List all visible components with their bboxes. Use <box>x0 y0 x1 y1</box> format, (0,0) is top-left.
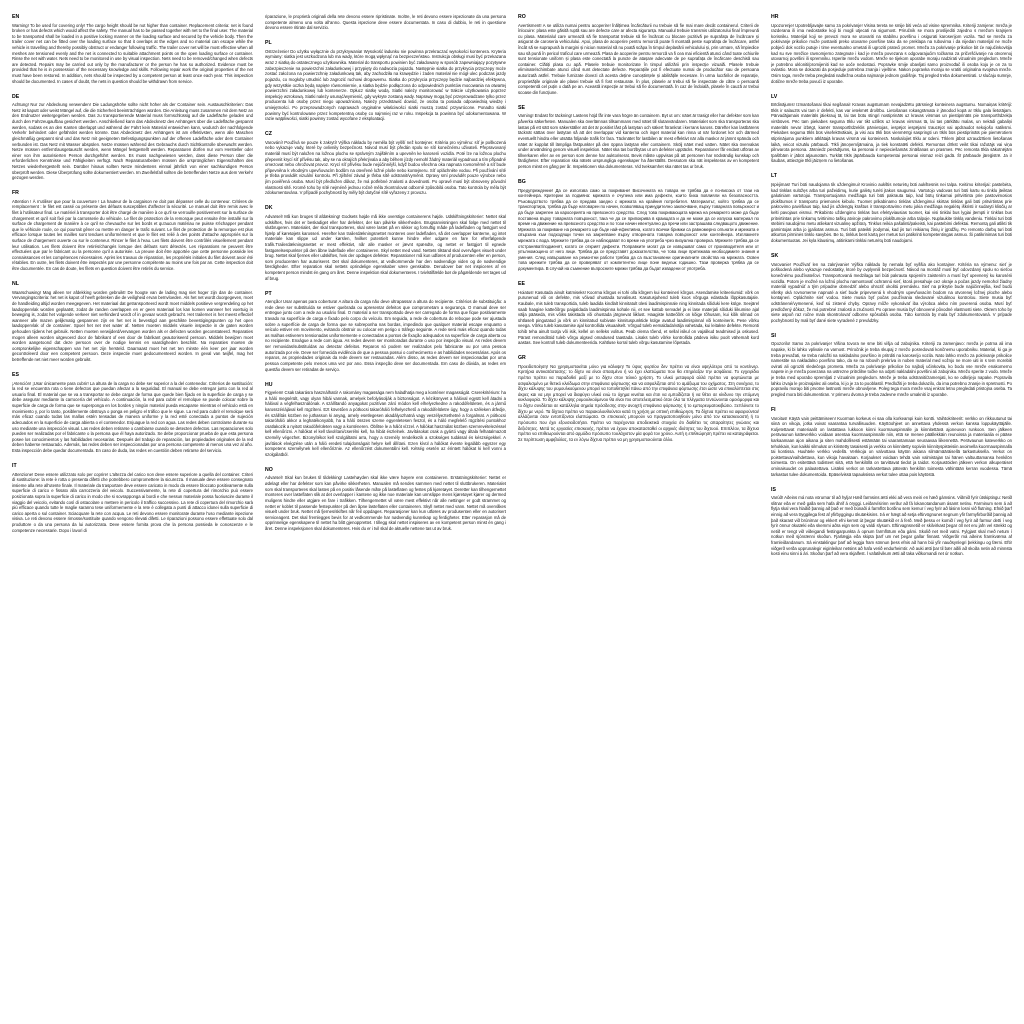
lang-label-es: ES <box>12 372 19 379</box>
lang-label-gr: GR <box>518 355 526 362</box>
lang-section-si <box>771 333 1012 400</box>
lang-label-ro: RO <box>518 14 526 20</box>
lang-section-sk <box>771 253 1012 326</box>
lang-label-fi: FI <box>771 406 776 413</box>
lang-section-ro <box>518 14 759 98</box>
lang-section-dk <box>265 205 506 283</box>
lang-label-hu: HU <box>265 381 273 388</box>
lang-text-hr: Upozorenje! Upotrebljavajte samo za pokrivanje! Visina tereta ne smije biti veća od visine spremnika. Kriteriji zamjene: mreža je razderana ili ima nedostatke koji bi mogli utjecati na sigurnost. Priručnik se mora proslijediti zajedno s mrežom krajnjem korisniku. Materijal koji se prevozi mora se utovariti na stabilnu površinu i osigurati karoserijom vozila. Tad se mreža za pokrivanje prikolice može postaviti preko utovarne površine tako da se preklapa na rubovima i da nijedan materijal ne može pobjeći dok vozilo putuje i time eventualno ometati ili ugroziti prateći promet. Mreža za pokrivanje prikolice bit će najučinkovitija kad su sve mrežice ravnomjerno zategnute i kad je mreža povezana s odgovarajućim točkama za pričvršćivanje na otvorenoj utovarnoj površini ili spremniku. Isperite mrežu vodom. Mreže se tijekom uporabe moraju nadzirati vizualnim pregledom. Mreže je potrebno ukloniti/promijeniti kad se uoče nedostaci. Popravke smije obavljati samo proizvođač ili osoba koju je on za to ovlastio. Mora se dokazati da posjeduje potrebna znanja i vještine. Nakon popravka moraju se vratiti originalna svojstva mreže. Osim toga, mreže treba pregledati nadležna osoba najmanje jednom godišnje. Taj pregled treba dokumentirati. U slučaju sumnje, dotične mreže treba povući iz uporabe. <box>771 22 1012 84</box>
column-4 <box>771 14 1012 1014</box>
lang-text-es: ¡Atención! ¡Usar únicamente para cubrir! La altura de la carga no debe ser superior a la del contenedor. Criterios de sustitución: la red se encuentra rota o tiene defectos que puedan afectar a la seguridad. El manual se debe entregar junto con la red al usuario final. El material que se va a transportar se debe cargar de forma que quede bien fijado en la superficie de carga y se debe asegurar mediante la carrocería del vehículo. A continuación, la red para cubrir el remolque se puede colocar sobre la superficie de carga de forma que se superponga en los bordes y ningún material pueda escaparse mientras el vehículo está en movimiento y, por lo tanto, posiblemente obstruya o ponga en peligro el tráfico que le sigue. La red para cubrir el remolque será más eficaz cuando todas las mallas estén tensadas de manera uniforme y la red esté conectada a puntos de sujeción adecuados en la superficie de carga abierta o el contenedor. Enjuague la red con agua. Las redes deben controlarse durante su uso mediante una inspección visual. Las redes deben retirarse o cambiarse cuando se detecten defectos. Las reparaciones solo pueden ser realizadas por el fabricante o la persona que él haya autorizado. Se debe proporcionar prueba de que esta persona posee los conocimientos y las habilidades necesarias. Después del trabajo de reparación, las propiedades originales de la red deben haberse restaurado. Además, las redes deben ser inspeccionadas por una persona competente al menos una vez al año. Esta inspección debe quedar documentada. En caso de duda, las redes en cuestión deben retirarse del servicio. <box>12 380 253 453</box>
lang-section-fi <box>771 407 1012 480</box>
lang-section-fr <box>12 190 253 274</box>
lang-text-sk: Varovanie! Používať len na zakrývanie! Výška nákladu by nemala byť vyššia ako kontajner. Kritéria na výmenu: sieť je poškodená alebo vykazuje nedostatky, ktoré by ovplyvnili bezpečnosť. Návod na montáž musí byť odovzdaný spolu so sieťou konečnému používateľovi. Transportovaná medzilaga turi búti pakrauta spojením zaistením a musí byť upevnený ku karosérii vozidla. Potom je možné na ložnú plochu namontovať ochrannú sieť, ktorá presahuje cez okraje a počas jazdy nemohol žiadny materiál vypadnúť a tým prípadne obmedziť alebo ohroziť okolitú premávku. Sieť na prikrytie bude najúčinnejšia, keď budú všetky oká rovnomerne napnuté a sieť bude pripevnená k vhodným upevňovacím bodom na otvorenej ložnej ploche alebo kontajneri. Opláchnite sieť vodou. Siete musia byť počas používania sledované vizuálnou kontrolou. Siete musia byť odstránené/vymenené, keď sú zistené chyby. Opravy môže vykonávať iba výrobca alebo ním poverená osoba. Musí byť predložený dôkaz, že má potrebné znalosti a zručnosti. Po oprave musia byť obnovené pôvodné vlastnosti siete. Okrem toho by siete aspoň raz ročne mala skontrolovať odborne spôsobilá osoba. Táto kontrola by mala byť zdokumentovaná. V prípade pochybností by mali byť dané siete vyradené z prevádzky. <box>771 261 1012 323</box>
lang-text-it: Attenzione! Deve essere utilizzato solo per coprire! L'altezza del carico non deve essere superiore a quella del container. Criteri di sostituzione: la rete è rotta o presenta difetti che potrebbero compromettere la sicurezza. Il manuale deve essere consegnato insieme alla rete all'utente finale. Il materiale da trasportare deve essere caricato in modo da essere bloccato positivamente sulla superficie di carico e fissato alla carrozzeria del veicolo. Successivamente, la rete di copertura del rimorchio può essere posizionata sopra la superficie di carico in modo che si sovrapponga ai bordi e che nessun materiale possa fuoriuscire durante il viaggio del veicolo, evitando così di ostacolare o mettere in pericolo il traffico successivo. La rete di copertura del rimorchio sarà più efficace quando tutte le maglie saranno tese uniformemente e la rete è collegata a punti di attacco idonei sulla superficie di carico aperta o sul container. Sciacquare la rete con acqua. Le reti devono essere monitorate durante l'uso mediante ispezione visiva. Le reti devono essere rimosse/sostituite quando vengono rilevati difetti. Le riparazioni possono essere effettuate solo dal produttore o da una persona da lui autorizzata. Deve essere fornita prova che la persona possieda le conoscenze e le competenze necessarie. Dopo i lavori di <box>12 471 253 533</box>
lang-text-se: Varning! Endast för täckning! Lastens höjd får inte vara högre än containern. Byt ut om: nätet är trasigt eller har defekter som kan påverka säkerheten. Manualen ska överlämnas tillsammans med nätet till slutanvändaren. Materialet som ska transporteras ska lastas på ett sätt som säkerställer att det är positivt låst på lastytan och säkert förankrat i kerrans kaross. Därefter kan lastbärens täcknät sättas över lastytan så att det överlappar vid kanterna och inget material kan rinna ut när fordonet kör och därmed eventuellt hindra eller utsätta följande trafik för fara. Täcknätet för lastbilen är mest effektivt när alla maskor är jämnt spända och nätet är kopplat till lämpliga fästpunkter på den öppna lastytan eller containern. Skölj nätet med vatten. Nätet ska övervakas under användning genom visuell inspektion. Nätet ska tas bort/bytas ut om defekter upptäcks. Reparationer får endast utföras av tillverkaren eller av en person som denne har auktoriserat. Bevis måste uppvisas på att personen har nödvändig kunskap och färdigheter. Efter reparation ska nätets ursprungliga egenskaper ha återställts. Dessutom ska nät inspekteras av en kompetent person minst en gång per år. Inspektionen ska dokumenteras. Vid tveksamhet ska nätet tas ur bruk. <box>518 113 759 169</box>
lang-label-pt: PT <box>265 290 272 297</box>
lang-label-lt: LT <box>771 173 777 180</box>
lang-label-is: IS <box>771 486 776 493</box>
lang-text-fr: Attention ! À n'utiliser que pour la couverture ! La hauteur de la cargaison ne doit pas dépasser celle du conteneur. Critères de remplacement : le filet est cassé ou présente des défauts susceptibles d'affecter la sécurité. Le manuel doit être remis avec le filet à l'utilisateur final. Le matériel à transporter doit être chargé de manière à ce qu'il se verrouille positivement sur la surface de chargement et qu'il soit fixé par la carrosserie du véhicule. Le filet de protection de la remorque peut ensuite être installé sur la surface de chargement de manière à ce qu'il se chevauche sur les bords et qu'aucun matériau ne puisse s'échapper pendant que le véhicule roule, ce qui pourrait gêner ou mettre en danger le trafic suivant. Le filet de protection de la remorque est plus efficace lorsque toutes les mailles sont tendues uniformément et que le filet est relié à des points d'attache appropriés sur la surface de chargement ouverte ou sur le conteneur. Rincer le filet à l'eau. Les filets doivent être contrôlés visuellement pendant leur utilisation. Les filets doivent être retirés/changés lorsque des défauts sont détectés. Les réparations ne peuvent être effectuées que par le fabricant ou la personne qu'il a autorisée. La preuve doit être apportée que cette personne possède les connaissances et les compétences nécessaires. Après les travaux de réparation, les propriétés initiales du filet doivent avoir été rétablies. En outre, les filets doivent être inspectés par une personne compétente au moins une fois par an. Cette inspection doit être documentée. En cas de doute, les filets en question doivent être retirés du service. <box>12 198 253 272</box>
lang-text-bg: Предупреждение! Да се използва само за покриване! Височината на товара не трябва да е по-висока от тази на контейнера. Критерии за подмяна: мрежата е счупена или има дефекти, които биха повлияли на безопасността. Ръководството трябва да се предава заедно с мрежата на крайния потребител. Материалът, който трябва да се транспортира, трябва да бъде натоварен по начин, позволяващ принудително заключване, върху товарната повърхност и да бъде закрепен за каросерията на превозното средство. След това покривающата мрежа на ремаркето може да бъде поставена върху товарната повърхност, така че да се припокрива в краищата и да не може да се изпуска материал по време на движение на превозното средство и по този начин евентуално да пречи или застрашава следващото движение. Мрежата за покриване на ремаркето ще бъде най-ефективна, когато всички бримки са равномерно опънати и мрежата е свързана към подходящи точки на закрепване върху отворената товарна повърхност или контейнера. Изплакнете мрежата с вода. Мрежите трябва да се наблюдават по време на употреба чрез визуална проверка. Мрежите трябва да се отстраняват/подменят, когато се открият дефекти. Поправките могат да се извършват само от производителя или от упълномощено от него лице. Трябва да се представят доказателства, че това лице притежава необходимите знания и умения. След извършване на ремонтни работи трябва да са възстановени оригиналните свойства на мрежата. Освен това мрежите трябва да се проверяват от компетентно лице поне веднъж годишно. Тази проверка трябва да се документира. В случай на съмнение въпросните мрежи трябва да бъдат извадени от употреба. <box>518 187 759 272</box>
lang-section-bg <box>518 179 759 274</box>
lang-section-pt <box>265 291 506 375</box>
column-3 <box>518 14 759 1014</box>
column-1 <box>12 14 253 1014</box>
lang-section-lv <box>771 94 1012 167</box>
lang-section-cz <box>265 131 506 198</box>
lang-section-de <box>12 94 253 184</box>
lang-label-si: SI <box>771 332 776 339</box>
lang-label-no: NO <box>265 466 273 473</box>
lang-text-no: Advarsel! Skal kun brukes til tildekking! Lastehøyden skal ikke være høyere enn containeren. Erstatningskriterier: Nettet er ødelagt eller har defekter som kan påvirke sikkerheten. Manualen må sendes sammen med nettet til sluttbrukeren. Materialet som skal transporteres skal lastes på en positiv låsende måte på lasteflaten og festes på kjøretøyet. Deretter kan tilhengernettet monteres over lasteflaten slik at det overlapper i kantene og ikke noe materiale kan unnslippe mens kjøretøyet kjører og dermed muligens hindre eller utgjøre en fare i trafikken. Tilhengernettet vil være mest effektivt når alle nettinger er godt strammet og nettet er koblet til passende festepunkter på den åpne lasteflaten eller containeren. Skyll nettet med vann. Nettet må overvåkes visuelt under bruk. Nettet må fjernes/skiftes når feil oppdages. Reparasjoner kan kun utføres av produsenten eller en autorisert serviceagent. Det skal fremlegges bevis for at vedkommende har nødvendig kunnskap og ferdigheter. Etter reparasjon må de opprinnelige egenskapene til nettet ha blitt gjenopprettet. I tillegg skal nettet inspiseres av en kompetent person minst én gang i året. Denne inspeksjonen skal dokumenteres. Hvis du er i tvil skal de aktuelle nettene tas ut av bruk. <box>265 475 506 531</box>
lang-label-de: DE <box>12 93 20 100</box>
lang-text-cz: Varování! Používá se pouze k zakrytí! Výška nákladu by neměla být vyšší než kontejner. Kritéria pro výměnu: síť je poškozená nebo vykazuje vady, které by ovlivnily bezpečnost. Návod musí být předán spolu se sítí konečnému uživateli. Přepravovaný materiál musí být naložen na ložnou plochu se správným zajištěním a upevněn ke karoserii vozidla. Poté lze na ložnou plochu přepevnit krycí síť přívěsu tak, aby se na okrajích překrývala a aby během jízdy nemohl žádný materiál vypadnout a tím případně omezovat nebo ohrožovat provoz. Krycí síť přívěsu bude nejúčinnější, když budou všechna oka napnuta rovnoměrně a síť bude připevněna k vhodným upevňovacím bodům na otevřené ložné ploše nebo kontejneru. Síť opláchněte vodou. Při používání sítě je třeba provádět vizuální kontrolu. Při zjištění závad je třeba sítě odstranit/vyměnit. Opravy smí provádět pouze výrobce nebo jím pověřená osoba. Musí být předložen důkaz, že má potřebné znalosti a dovednosti. Po opravě musí být obnoveny původní vlastnosti sítě. Kromě toho by sítě nejméně jednou ročně měla zkontrolovat odborně způsobilá osoba. Tato kontrola by měla být zdokumentována. V případě pochybností by měly být dotyčné sítě vyřazeny z provozu. <box>265 139 506 196</box>
lang-text-en: Warning! To be used for covering only! The cargo height should be not higher than container. Replacement criteria: net is found broken or has defects which would affect the safety. The manual has to be passed together with net to the final user. The material to be transported shall be loaded in a positive locking manner on the loading surface and secured by the vehicle body. Then the trailer cover net can be fitted over the loading surface so that it overlaps at the edges and no material can escape while the vehicle is travelling and thereby possibly obstruct or endanger following traffic. The trailer cover net will be most effective when all meshes are tensioned evenly and the net is connected to suitable attachment points on the open loading surface or container. Rinse the net with water. Nets need to be monitored in use by visual inspection. Nets need to be removed/changed when defects are detected. Repairs may be carried out only by the manufacturer or the person he has so authorized. Evidence must be provided that he is in possession of the necessary knowledge and skills. Following repair work the original properties of the net must have been restored. In addition, nets should be inspected by a competent person at least once each year. This inspection should be documented. In cases of doubt, the nets in question should be withdrawn from service. <box>12 22 253 84</box>
lang-label-hr: HR <box>771 14 779 20</box>
lang-section-ee <box>518 281 759 348</box>
lang-text-pt: Atenção! Usar apenas para cobertura! A altura da carga não deve ultrapassar a altura do recipiente. Critérios de substituição: a rede deve ser substituída se estiver quebrada ou apresentar defeitos que comprometam a segurança. O manual deve ser entregue junto com a rede ao usuário final. O material a ser transportado deve ser carregado de forma que fique positivamente travado na superfície de carga e fixado pelo corpo do veículo. Em seguida, a rede de cobertura do reboque pode ser ajustada sobre a superfície de carga de forma que se sobreponha nas bordas, impedindo que qualquer material escape enquanto o veículo estiver em movimento, evitando obstruir ou colocar em perigo o tráfego seguinte. A rede será mais eficaz quando todas as malhas estiverem tensionadas uniformemente e conectadas a pontos de fixação adequados na superfície de carga aberta ou no recipiente. Enxágue a rede com água. As redes devem ser monitoradas durante o uso por inspeção visual. As redes devem ser removidas/substituídas ao detectar defeitos. Reparos só podem ser realizados pelo fabricante ou por uma pessoa autorizada por ele. Deve ser fornecida evidência de que a pessoa possui o conhecimento e as habilidades necessárias. Após os reparos, as propriedades originais da rede devem ser restauradas. Além disso, as redes devem ser inspecionadas por uma pessoa competente pelo menos uma vez por ano. Essa inspeção deve ser documentada. Em caso de dúvida, as redes em questão devem ser retiradas de serviço. <box>265 299 506 372</box>
lang-text-is: Varúð! Aðeins má nota vörurnar til að hylja! Hæð farmsins ætti ekki að vera meiri en hæð gámsins. Viðmið fyrir útskiptingu: Netið slitnar eða er með galla sem hafa áhrif á öryggi. Leiðarvísirinn verður að fá lokanotandanum ásamt netinu. Farminum sem á að flytja skal vera hlaðið þannig að það er með búnaði á farmflöt borðinu sem kemur í veg fyrir að lásinn losni við flutning. Efnið þarf einnig að vera tryggilega fest af yfirbyggingu ökutækisins. Þá er hægt að setja eftirvögnunet segnum yfir farmyfirborðið þannig að það skarast við brúnirnar og ekkert efni kemst út þegar ökutækið er á ferð. Með þessu er komið í veg fyrir að farmur detti í veg fyrir önnur ökutæki eða skemmi aðra eign sem og valdi slysum. Eftirvagnsnetið er skilvirkast þegar öll net eru jafn vel strekkt og netið er tengt við viðeigandi festingarpunkta á opnum farmflötum eða gámi. Skolið net með vatni. Fylgjast skal með netum í notkun með sjónrænni skoðun. Fjarlægja eða skipta þarf um net þegar gallar finnast. Viðgerðir má aðeins framkvæma af framleiðandanum. Sá einstaklingur þarf að leggja fram sönnun þess efnis að hann búi yfir nauðsynlegri þekkingu og færni. Eftir viðgerð verða upprunalegir eiginleikar netsins að hafa verið endurheimtir. Að auki ætti þar til bær aðili að skoða netin að minnsta kosti einu sinni á ári. Skoðun þarf að vera skjalfest. Í vafatilvikum ætti að taka viðkomandi net úr notkun. <box>771 495 1012 557</box>
lang-label-dk: DK <box>265 205 273 212</box>
lang-text-hu: Figyelem! Csak takarásra használható! A rakomány magassága nem haladhatja meg a konténer magasságát. Cserekritérium: ha a háló megsérült, vagy olyan hibái vannak, amelyek befolyásolják a biztonságot. A kézikönyvet a hálóval együtt kell átadni a hálóval a végfelhasználónak. A szállítandó anyagokat pozitívan záró módon kell elhelyezkedne a rakodófelületen, és a jármű karosszériájával kell rögzíteni. Ezt követően a pótkocsi takaróháló felhelyezhető a rakodófelületre úgy, hogy a széleken átfedje, és szállítás közben ne juthasson ki anyag, amely esetlegesen akadályozhatná vagy veszélyeztethetné a forgalmat. A pótkocsi takaróháló akkor a leghatékonyabb, ha a háló összes szeme egyenletesen feszül, és a háló megfelelő rögzítési pontokhoz csatlakozik a nyitott rakodófelületen vagy a konténeren. Öblítse le a hálót vízzel. A hálókat használat közben szemrevételezéssel kell ellenőrizni. A hálókat el kell távolítani/cserélni kell, ha hibát észlelnek. Javításokat csak a gyártó vagy általa felhatalmazott személy végezhet. Bizonyítékot kell szolgáltatni arra, hogy a személy rendelkezik a szükséges tudással és készségekkel. A javítások elvégzése után a háló eredeti tulajdonságait helyre kell állítani. Ezen kívül a hálókat évente legalább egyszer egy kompetens személynek kell ellenőriznie. Az ellenőrzést dokumentálni kell. Kétség esetén az érintett hálókat ki kell vonni a szolgálatból. <box>265 390 506 457</box>
lang-label-nl: NL <box>12 281 19 288</box>
lang-text-lv: Brīdinājums! Izmantošanai tikai segšanai! Kravas augstumam nevajadzētu pārsniegt konteinera augstumu. Nomaiņas kritēriji: tīkls ir salauzts vai tam ir defekti, kas var ietekmēt drošību. Lietošanas rokasgrāmata ir jānodod kopā ar tīklu gala lietotājam. Pārvadājamais materiāls jāiekrauj tā, lai tas būtu stingri nostiprināts uz kravas virsmas un piestiprināts pie transportlīdzekļa virsbūves. Pēc tam piekabes seguma tīklu var tikt uzlikts uz kravas virsmas tā, lai tas pārklātu malas, un nekādi gabaliņi materiāls nevar izbēgt, kamēr transportlīdzeklis pārvietojas, iespējot iespējami traucējot vai apdraudot sekojošo satiksmi. Piekabes seguma tīkls būs visefektīvākais, ja visi acu tīkli būs vienmērīgi saspringti un tīkls būs piestiprināts pie piemērotiem stiprinājuma punktiem atklātajā kravas virsmā vai konteinerā. Noskalojiet tīklu ar ūdeni. Tīklem jābūt uzraudzītiem lietošanas laikā, veicot vizuālu pārbaudi. Tīkli jānoņem/jāmaina, ja tiek konstatēti defekti. Remontus drīkst veikt tikai ražotājs vai viņa pilnvarota persona. Jāsniedz pierādījums, ka personai ir nepieciešamās zināšanas un prasmes. Pēc remonta tīkla sākotnējām īpašībām ir jābūt atjaunotām. Turklāt tīkls jāpārbauda kompetentai personai vismaz reizi gadā. Šī pārbaude jāreģistrē. Ja ir šaubas, attiecīgie tīkli jāizņem no lietošanas. <box>771 102 1012 164</box>
lang-text-de: Achtung! Nur zur Abdeckung verwenden! Die Ladungshöhe sollte nicht höher als der Container sein. Austauschkriterien: Das Netz ist kaputt oder weist Mängel auf, die die Sicherheit beeinträchtigen würden. Die Anleitung muss zusammen mit dem Netz an den Endnutzer weitergegeben werden. Das zu transportierende Material muss formschlüssig auf die Ladefläche geladen und durch den Fahrzeugaufbau gesichert werden. Anschließend kann das Abdecknetz des Anhängers über die Ladefläche gespannt werden, sodass es an den Kanten überlappt und während der Fahrt kein Material entweichen kann, wodurch der nachfolgende Verkehr behindert oder gefährdet werden könnte. Das Abdecknetz des Anhängers ist am effektivsten, wenn alle Maschen gleichmäßig gespannt sind und das Netz mit geeigneten Befestigungspunkten auf der offenen Ladefläche oder dem Container verbunden ist. Das Netz mit Wasser abspülen. Netze müssen während des Gebrauchs durch Sichtkontrolle überwacht werden. Netze müssen entfernt/ausgetauscht werden, wenn Mängel festgestellt werden. Reparaturen dürfen nur vom Hersteller oder einer von ihm autorisierten Person durchgeführt werden. Es muss nachgewiesen werden, dass diese Person über die erforderlichen Kenntnisse und Fähigkeiten verfügt. Nach Reparaturarbeiten müssen die ursprünglichen Eigenschaften des Netzes wiederhergestellt sein. Darüber hinaus sollten Netze mindestens einmal jährlich von einer sachkundigen Person überprüft werden. Diese Überprüfung sollte dokumentiert werden. Im Zweifelsfall sollten die betreffenden Netze aus dem Verkehr gezogen werden. <box>12 102 253 181</box>
lang-text-nl: Waarschuwing! Mag alleen ter afdekking worden gebruikt! De hoogte van de lading mag niet hoger zijn dan de container. Vervangingscriteria: het net is kapot of heeft gebreken die de veiligheid ervan beïnvloeden. Als het net wordt doorgegeven, moet de handleiding altijd worden meegegeven. Het materiaal dat getransporteerd wordt moet middels positieve vergrendeling op het laadoppervlak worden geplaatst, zodat de randen overlappen en er geen materiaal los kan komen wanneer het voertuig in beweging is, zodat het volgende verkeer niet verhinderd wordt of in gevaar wordt gebracht. Het trailernet is het meest effectief wanneer alle mazen gelijkmatig gespannen zijn en het net is bevestigd aan geschikte bevestigingspunten op het open laadoppervlak of de container. Spoel het net met water af. Netten moeten middels visuele inspectie in de gaten worden gehouden tijdens het gebruik. Netten moeten verwijderd/vervangen worden als er defecten worden geconstateerd. Reparaties mogen alleen worden uitgevoerd door de fabrikant of een door de fabrikant geautoriseerd persoon. Middels bewijzen moet worden aangetoond dat deze persoon over de nodige kennis en vaardigheden beschikt. Na reparaties moeten de oorspronkelijke eigenschappen van het net zijn hersteld. Daarnaast moet het net ten minste één keer per jaar worden gecontroleerd door een competent persoon. Deze inspectie moet gedocumenteerd worden. In geval van twijfel, mag het betreffende net niet meer worden gebruikt. <box>12 289 253 363</box>
lang-text-fi: Varoitus! Käytä vain peittämiseen! Kuorman korkeus ei saa olla korkeampi kuin kontti. Vaihtokriteerit: verkko on rikkoutunut tai siinä on vikoja, jotka voivat vaarantaa turvallisuuden. Käyttöohjeet on annettava yhdessä verkon kanssa loppukäyttäjälle. Kuljetettavat materiaalit on lastattava lukkoon kiinni kuormauspinnalle ja kiinnitettävä ajoneuvon runkoon. Sen jälkeen perävaunun katteverkko voidaan asentaa kuormauspinnalle niin, että se menee päällekkäin reunoissa ja materiaalia ei pääse karkaamaan ajon aikana ja siten mahdollisesti estämään tai vaarantamaan seuraavaa liikennettä. Perävaunun kateverkko on tehokkain, kun kaikki silmukat on kiristetty tasaisesti ja verkko on kiinnitetty sopiviin kiinnityspisteisiin avoimella kuormauspinnalla tai kontissa. Huuhtele verkko vedellä. Verkkoja on valvottava käytön aikana silmämääräisellä tarkastuksella. Verkot on poistettava/vaihdettava, kun vikoja havaitaan. Korjaukset voidaan tehdä vain valmistajan tai hänen valtuuttamansa henkilön toimesta. On esitettävä todisteet siitä, että henkilöllä on tarvittavat tiedot ja taidot. Korjaustöiden jälkeen verkon alkuperäiset ominaisuudet on palautettava. Lisäksi verkot on tarkastettava pätevän henkilön toimesta vähintään kerran vuodessa. Tämä tarkastus tulee dokumentoida. Epäselvissä tapauksissa verkot tulee ottaa pois käytöstä. <box>771 415 1012 477</box>
lang-label-ee: EE <box>518 281 525 288</box>
lang-section-hr <box>771 14 1012 87</box>
lang-section-pl <box>265 40 506 124</box>
lang-label-se: SE <box>518 104 525 111</box>
lang-label-fr: FR <box>12 190 19 197</box>
lang-section-is <box>771 487 1012 560</box>
lang-label-bg: BG <box>518 179 526 186</box>
lang-section-hu <box>265 382 506 460</box>
columns-container <box>12 14 1012 1014</box>
lang-text-it-continued: riparazione, le proprietà originali della rete devono essere ripristinate. Inoltre, le reti devono essere ispezionate da una persona competente almeno una volta all'anno. Questa ispezione deve essere documentata. In caso di dubbio, le reti in questione devono essere ritirate dal servizio. <box>265 14 506 31</box>
lang-section-en <box>12 14 253 87</box>
lang-text-si: Opozorilo! Samo za pokrivanje! Višina tovora ne sme biti višja od zabojnika. Kriteriji za zamenjavo: mreža je potrna ali ima napake, ki bi lahko vplivale na varnost. Priročnik je treba skupaj z mrežo posredovati končnemu uporabniku. Material, ki ga je treba prevažati, se treba naložiti na nakladalno površino in pritrditi na karoserijo vozila. Nato lahko mrežo za pokrivanje prikolice namestite na nakladalno površino tako, da se na robovih prekriva in noben material med vožnjo ne more uiti in s tem morebiti ovirati ali ogroziti sledečega prometa. Mreža za pokrivanje prikolice bo najbolj učinkovita, ko bodo vse mreže enakomerno napete in je mreža povezana na ustrezne pritrdilne točke na odprti nakladalni površini ali zabojniku. Mrežo sperite z vodo. Mreže je treba med uporabo spremljati z vizualnim pregledom. Mreže je treba odstraniti/zamenjati, ko se odkrijejo napake. Popravila lahko izvaja le proizvajalec ali oseba, ki jo je za to pooblastil. Predložiti je treba dokazilo, da ima potrebno znanje in spretnosti. Po popravilu morajo biti prvotne lastnosti mreže obnovljene. Poleg tega mora mreže vsaj enkrat letno pregledati pristojna oseba. Ta pregled mora biti dokumentiran. V primeru dvoma je treba zadevne mreže umakniti iz uporabe. <box>771 341 1012 397</box>
lang-section-gr <box>518 355 759 445</box>
lang-label-it: IT <box>12 463 17 470</box>
lang-text-dk: Advarsel! Må kun bruges til afdækning! Godsets højde må ikke overstige containerens højde. Udskiftningskriterier: Nettet skal udskiftes, hvis det er beskadiget eller har defekter, der kan påvirke sikkerheden. Brugsanvisningen skal følge med nettet til slutbrugeren. Materialet, der skal transporteres, skal være lastet på en sikker og fornuftig måde på ladefladen og fastgjort ved hjælp af køretøjets karosseri. Herefter kan trailerdækningsnettet monteres over ladefladen, så det overlapper kanterne, og intet materiale kan slippe ud under kørslen, hvilket potentielt kunne hindre eller udgøre en fare for efterfølgende trafik.Trailerdækningsnettet er mest effektivt, når alle masker er jævnt spændte, og nettet er fastgjort til egnede fastgørelsespunkter på den åbne ladeflade eller containeren. Skyl nettet med vand. Nettets tilstand skal overvåges visuelt under brug. Nettet skal fjernes eller udskiftes, hvis der opdages defekter. Reparationer må kun udføres af producenten eller en person, som producenten har autoriseret. Det skal dokumenteres, at vedkommende har den nødvendige viden og de nødvendige færdigheder. Efter reparation skal nettets oprindelige egenskaber være genskabte. Derudover bør net inspiceres af en kompetent person mindst én gang om året. Denne inspektion skal dokumenteres. I tvivlstilfælde bør de pågældende net tages ud af brug. <box>265 213 506 281</box>
lang-label-pl: PL <box>265 40 272 47</box>
lang-text-pl: Ostrzeżenie! Do użytku wyłącznie do przykrywania! Wysokość ładunku nie powinna przekraczać wysokości kontenera. Kryteria wymiany: siatka jest uszkodzona lub ma wady, które mogą wpłynąć na bezpieczeństwo. Instrukcja obsługi musi być przekazana wraz z siatką do ostatecznego użytkownika. Materiał do transportu powinien być załadowany w sposób zapewniający pozytywne zabezpieczenie na powierzchni załadunkowej i przypięty do nadwozia pojazdu. Następnie siatka do przykrycia przyczepy może zostać założona na powierzchnię załadunkową tak, aby zachodziła na krawędzie i żaden materiał nie mógł ulec podczas jazdy pojazdu, co mogłoby utrudnić lub zagrozić ruchowi drogowemu. Siatka do przykrycia przyczepy będzie najbardziej efektywna, gdy wszystkie oczka będą napięte równomiernie, a siatka będzie podłączona do odpowiednich punktów mocowania na otwartej powierzchni załadunkowej lub kontenerze. Opłucz siatkę wodą. Siatki należy monitorować w trakcie użytkowania poprzez inspekcję wzrokową. Siatki należy usunąć/wymienić, gdy wykryte zostaną wady. Naprawy mogą być przeprowadzane tylko przez producenta lub osobę przez niego upoważnioną. Należy przedstawić dowód, że osoba ta posiada odpowiednią wiedzę i umiejętności. Po przeprowadzonych naprawach oryginalne właściwości siatki muszą zostać przywrócone. Ponadto siatki powinny być kontrolowane przez kompetentną osobę co najmniej raz w roku. Inspekcja ta powinna być udokumentowana. W razie wątpliwości, siatki powinny zostać wycofane z eksploatacji. <box>265 48 506 122</box>
lang-section-es <box>12 372 253 456</box>
lang-text-ro: Avertisment! A se utiliza numai pentru acoperire! Înălțimea încărcăturii nu trebuie să fie mai mare decât containerul. Criterii de înlocuire: plasa este găsită ruptă sau are defecte care ar afecta siguranța. Manualul trebuie transmis utilizatorului final împreună cu plasa. Materialul care urmează să fie transportat trebuie să fie încărcat cu blocare pozitivă pe suprafața de încărcare și asigurat de caroseria vehiculului. Apoi, plasa de acoperire pentru remorcă poate fi montată peste suprafața de încărcare, astfel încât să se suprapună la margini și niciun material să nu poată scăpa în timpul deplasării vehiculului și, prin urmare, să împiedice sau să pună în pericol traficul care urmează. Plasa de acoperire pentru remorcă va fi cea mai eficientă atunci când toate ochiurile sunt tensionate uniform și plasa este conectată la puncte de atașare adecvate de pe suprafața de încărcare deschisă sau container. Clătiți plasa cu apă. Plasele trebuie monitorizate în timpul utilizării prin inspecție vizuală. Plasele trebuie eliminate/schimbate atunci când sunt detectate defecte. Reparațiile pot fi efectuate numai de producător sau de persoana autorizată astfel. Trebuie furnizate dovezi că acesta deține cunoștințele și abilitățile necesare. În urma lucrărilor de reparație, proprietățile originale ale plasei trebuie să fi fost restaurate. În plus, plasele ar trebui să fie inspectate de către o persoană competentă cel puțin o dată pe an. Această inspecție ar trebui să fie documentată. În caz de îndoială, plasele în cauză ar trebui scoase din funcțiune. <box>518 22 759 95</box>
lang-text-gr: Προειδοποίηση! Να χρησιμοποιείται μόνο για κάλυψη! Το ύψος φορτίου δεν πρέπει να είναι υψηλότερο από το κοντέινερ. Κριτήρια αντικατάστασης: το δίχτυ να είναι σπασμένο ή να έχει ελαττώματα που θα επηρέαζαν την ασφάλεια. Το εγχειρίδιο πρέπει πρέπει να παραδοθεί μαζί με το δίχτυ στον τελικό χρήστη. Το υλικό μεταφορά αλλά πρέπει να φορτώνεται με ασφαλισμένο με θετικό κλείδωμα στην επιφάνεια φόρτωσης και να ασφαλίζεται από το αμάξωμα του οχήματος. Στη συνέχεια, το δίχτυ κάλυψης του ρυμουλκούμενου μπορεί να τοποθετηθεί πάνω από την επιφάνεια φόρτωσης έτσι ώστε να επικαλύπτεται στις άκρες και να μην μπορεί να διαφύγει υλικό ενώ το όχημα κινείται και έτσι να εμποδίζεται ή να θέτει σε κίνδυνο την επόμενη κυκλοφορία. Το δίχτυ κάλυψης ρυμουλκούμενου θα είναι πιο αποτελεσματικό όταν όλα τα πλέγματα τεντώνονται ομοιόμορφα και το δίχτυ συνδέεται σε κατάλληλα σημεία πρόσδεσης στην ανοιχτή επιφάνεια φόρτωσης ή το εμπορευματοκιβώτιο. Ξεπλύνετε το δίχτυ με νερό. Τα δίχτυα πρέπει να παρακολουθούνται κατά τη χρήση με οπτική επιθεώρηση. Τα δίχτυα πρέπει να αφαιρούνται/αλλάζονται όταν εντοπίζονται ελαττώματα. Οι επισκευές μπορούν να πραγματοποιηθούν μόνο από τον κατασκευαστή ή το πρόσωπο που έχει εξουσιοδοτήσει. Πρέπει να παρέχονται αποδεικτικά στοιχεία ότι διαθέτει τις απαραίτητες γνώσεις και δεξιότητες. Μετά τις εργασίες επισκευής, πρέπει να έχουν αποκατασταθεί οι αρχικές ιδιότητες του διχτυού. Επιπλέον, τα δίχτυα πρέπει να επιθεωρούνται από αρμόδιο πρόσωπο τουλάχιστον μία φορά τον χρόνο. Αυτή η επιθεώρηση πρέπει να καταγράφεται. Σε περίπτωση αμφιβολίας, τα εν λόγω δίχτυα πρέπει να μη χρησιμοποιούνται άλλο. <box>518 363 759 442</box>
lang-section-lt <box>771 173 1012 246</box>
lang-label-sk: SK <box>771 253 779 260</box>
lang-label-cz: CZ <box>265 131 272 138</box>
lang-label-lv: LV <box>771 93 778 100</box>
lang-text-lt: Įspėjimas! Turi būti naudojama tik uždengimui! Krovinio aukštis neturėtų būti aukštesnis nei talpa. Keitimo kriterijai: pastebėta, kad tinklas sulūžęs arba turi pažeidimų, kurie galėtų turėti įtakos saugumui. Vartotojo vadovas turi būti kartu su tinklu įteiktas galutiniam vartotojui. Transportuojama medžiaga turi būti pakrauta taip, kad būtų tinkamai pritvirtinta prie pastovimosios plokštumos ir transporto priemonės kėbulo. Tuomet prikabinamo tinklas uždengimui skirtas tinklas gali būti pritvirtintas prie pakrovimo paviršiaus taip, kad jis uždengtų kraštus ir transportavimo metu jokia medžiaga negalėtų iškristi ir sudaryti kliūčių ar kelti pavojaus eismui. Prikabinto uždengimo tinklas bus efektyviausias tuomet, kai visi tinklai bus lygiai įtempti ir tinklas bus pritvirtintas prie tinkamų tvirtinimo taškų atviroje pakrovimo plokštumoje arba talpoje. Nuplaukite tinklą vandeniu. Tinklai turi būti stebimi naudojimo metu atliekant vizualinę apžiūrą. Tinklus reikia pašalinti/pakeisti, kai pastebimi defektai. Remontą gali atlikti tik gamintojas arba jo įgaliotas asmuo. Turi būti pateikti įrodymai, kad jis turi reikiamų žinių ir įgūdžių. Po remonto darbų turi būti atkurtos pirminės tinklo savybės. Be to, tinklus bent kartą per metus turi patikrinti kompetentingas asmuo. Ši patikrinimas turi būti dokumentuotas. Jei kyla klausimų, atitinkami tinklai neturėtų būti naudojami. <box>771 181 1012 244</box>
lang-section-it-continued <box>265 14 506 33</box>
lang-section-no <box>265 467 506 534</box>
lang-section-se <box>518 105 759 172</box>
lang-text-ee: Hoiatus! Kasutada ainult katmiseks! Koorma kõrgus ei tohi olla kõrgem kui konteineri kõrgus. Asendamise kriteeriumid: võrk on purunenud või on defekte, mis võivad ohustada turvalisust. Kasutusjuhend tuleb koos võrguga edastada lõppkasutajale. Kaubale, mis tuleb transportida, tuleb laadida kindlalt kinnitatult ülesi laadimispinnale ning kinnitada sõiduki kere külge. Seejärel saab haagise katteõõrgu paigaldada laadimispinna kohale nii, et see kattub servadel ja ei lase materjali sõiduki liikumise ajal välja pääseda, mis võiks takistada või ohustada järgnevat liiklust. Haagiste katteõõrk on kõige tõhusam, kui kõik silmad on ühtlaselt pingutatud ja võrk on kinnitatud sobivate kinnituspunktide külge avatud laadimispinnal või konteineris. Pese võrku veega. Võrku tuleb kasutamise ajal kontrollida visuaalselt. Võrgud tuleb eemaldada/välja vahetada, kui leitakse defekte. Remonti tohib teha ainult tootja või isik, kellel on selleks volitus. Peab olema tõend, et sellal isikul on vajalikud teadmised ja oskused. Pärast remonditöid tuleb võrgu algsed omadused taastada. Lisaks tuleb võrke kontrollida pädeva isiku poolt vähemalt kord aastas. See kontroll tuleb dokumenteerida. Kahtluse korral tuleb võrgu kasutamine lõpetada. <box>518 289 759 346</box>
lang-section-nl <box>12 281 253 365</box>
lang-section-it <box>12 463 253 536</box>
column-2 <box>265 14 506 1014</box>
lang-label-en: EN <box>12 14 20 20</box>
